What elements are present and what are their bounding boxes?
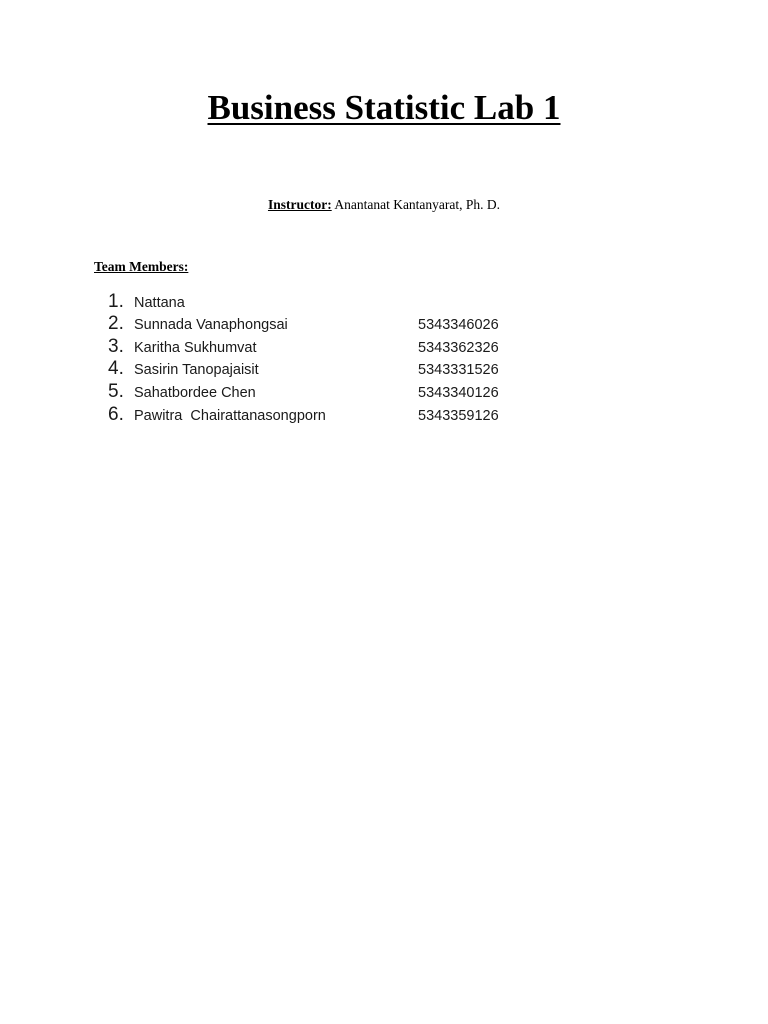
member-name: Nattana: [134, 294, 185, 311]
member-number: 4.: [108, 358, 124, 380]
member-number: 1.: [108, 290, 124, 312]
member-number: 6.: [108, 403, 124, 425]
member-id: 5343362326: [418, 339, 499, 356]
member-id: 5343340126: [418, 384, 499, 401]
document-title: [0, 86, 768, 130]
list-item: [108, 292, 568, 315]
member-id: 5343331526: [418, 362, 499, 379]
member-name: Pawitra Chairattanasongporn: [134, 407, 326, 424]
team-members-label: Team Members:: [94, 259, 189, 274]
member-id: 5343359126: [418, 407, 499, 424]
instructor-label: Instructor:: [267, 197, 332, 212]
list-item: [108, 405, 568, 428]
member-name: Sunnada Vanaphongsai: [134, 317, 288, 334]
list-item: [108, 360, 568, 383]
document-title-text: Business Statistic Lab 1: [207, 88, 561, 127]
list-item: [108, 382, 568, 405]
list-item: [108, 337, 568, 360]
team-members-list: [108, 292, 568, 428]
instructor-name: Anantanat Kantanyarat, Ph. D.: [334, 197, 501, 212]
member-number: 5.: [108, 380, 124, 402]
member-id: 5343346026: [418, 317, 499, 334]
instructor-line: [0, 196, 768, 214]
member-name: Sasirin Tanopajaisit: [134, 362, 259, 379]
member-number: 2.: [108, 313, 124, 335]
list-item: [108, 315, 568, 338]
member-name: Sahatbordee Chen: [134, 384, 256, 401]
member-number: 3.: [108, 335, 124, 357]
member-name: Karitha Sukhumvat: [134, 339, 257, 356]
